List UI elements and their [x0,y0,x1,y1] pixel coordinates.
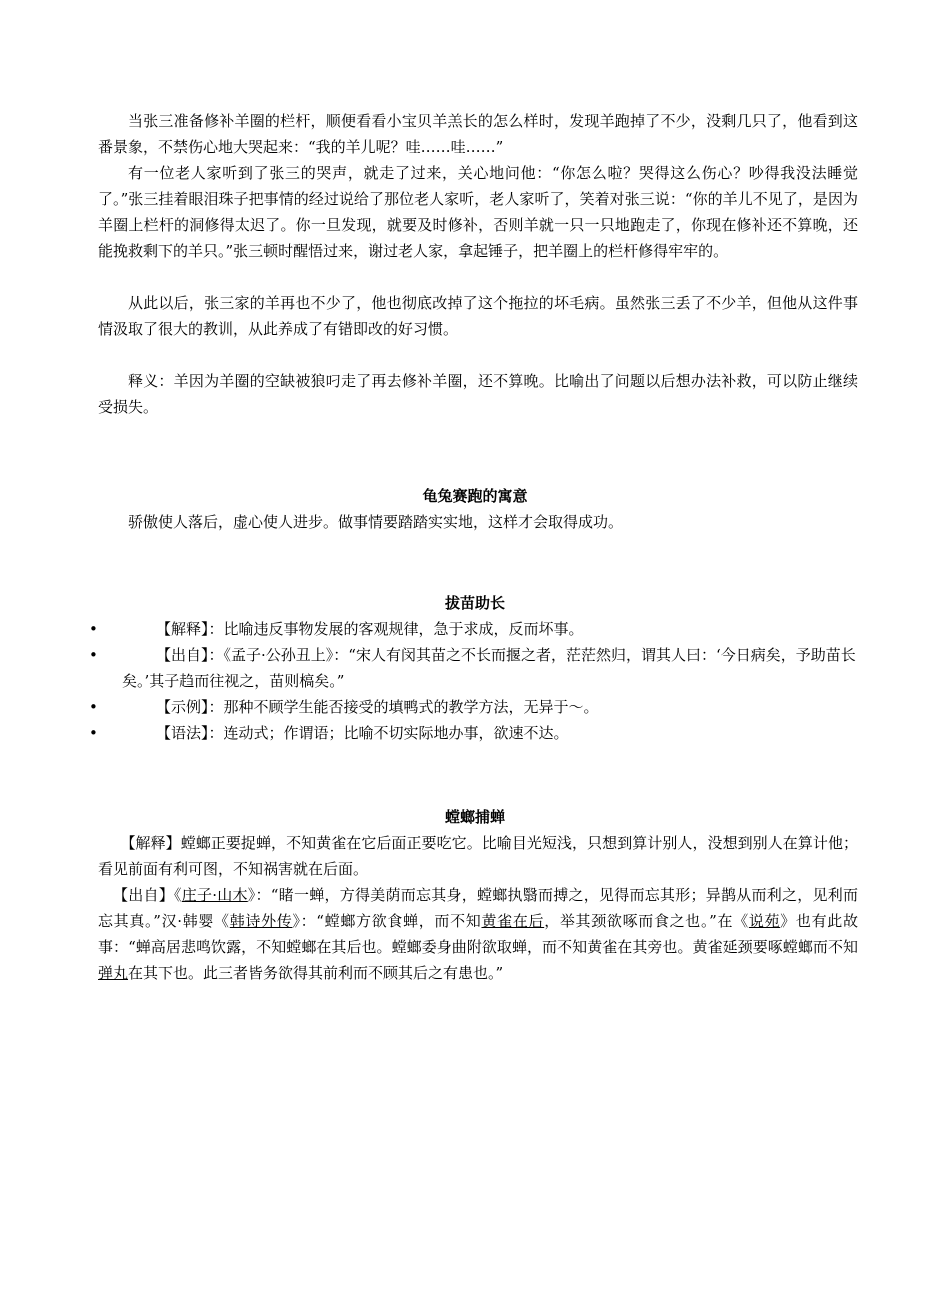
tortoise-hare-title: 龟兔赛跑的寓意 [422,487,528,505]
source-text: 》也有此故事：“蝉高居悲鸣饮露，不知螳螂在其后也。螳螂委身曲附欲取蝉，而不知黄雀在其旁也。黄雀延颈要啄螳螂而不知 [98,912,858,956]
mantis-source [98,882,858,986]
mantis-explain: 【解释】螳螂正要捉蝉，不知黄雀在它后面正要吃它。比喻目光短浅，只想到算计别人，没想到别人在算计他；看见前面有利可图，不知祸害就在后面。 [98,834,858,878]
mantis-title: 螳螂捕蝉 [444,808,505,826]
source-link-zhuangzi[interactable]: 庄子·山木 [181,886,248,904]
source-text: 【出自】《 [113,886,182,904]
list-item [89,720,862,746]
list-item [89,694,862,720]
list-item [89,642,862,694]
bullet-icon: • [89,620,98,638]
source-text: 在其下也。此三者皆务欲得其前利而不顾其后之有患也。” [128,964,504,982]
source-link-danwan[interactable]: 弹丸 [98,964,129,982]
source-link-huangque[interactable]: 黄雀在后 [481,912,545,930]
list-item [89,616,862,642]
source-link-shuoyuan[interactable]: 说苑 [748,912,781,930]
bamiao-example: 【示例】：那种不顾学生能否接受的填鸭式的教学方法，无异于～。 [156,698,599,716]
bamiao-source: 【出自】：《孟子·公孙丑上》：“宋人有闵其苗之不长而揠之者，茫茫然归，谓其人曰：‘今日病矣，予助苗长矣。’其子趋而往视之，苗则槁矣。” [122,646,856,690]
story-paragraph-2: 有一位老人家听到了张三的哭声，就走了过来，关心地问他：“你怎么啦？哭得这么伤心？吵得我没法睡觉了。”张三挂着眼泪珠子把事情的经过说给了那位老人家听，老人家听了，笑着对张三说：“你的羊儿不见了，是因为羊圈上栏杆的洞修得太迟了。你一旦发现，就要及时修补，否则羊就一只一只地跑走了，你现在修补还不算晚，还能挽救剩下的羊只。”张三顿时醒悟过来，谢过老人家，拿起锤子，把羊圈上的栏杆修得牢牢的。 [98,164,858,260]
bullet-icon: • [89,646,98,664]
source-text: 》：“睹一蝉，方得美荫而忘其身，螳螂执翳而搏之，见得而忘其形；异鹊从而利之，见利而忘其真。”汉·韩婴《 [98,886,858,930]
bullet-icon: • [89,698,98,716]
idiom-meaning: 释义：羊因为羊圈的空缺被狼叼走了再去修补羊圈，还不算晚。比喻出了问题以后想办法补救，可以防止继续受损失。 [98,372,858,416]
story-paragraph-3: 从此以后，张三家的羊再也不少了，他也彻底改掉了这个拖拉的坏毛病。虽然张三丢了不少羊，但他从这件事情汲取了很大的教训，从此养成了有错即改的好习惯。 [98,294,858,338]
bamiao-list [89,616,862,746]
source-text: ，举其颈欲啄而食之也。”在《 [544,912,749,930]
story-paragraph-1: 当张三准备修补羊圈的栏杆，顺便看看小宝贝羊羔长的怎么样时，发现羊跑掉了不少，没剩几只了，他看到这番景象，不禁伤心地大哭起来：“我的羊儿呢？哇……哇……” [98,112,858,156]
bamiao-title: 拔苗助长 [444,594,505,612]
bamiao-explain: 【解释】：比喻违反事物发展的客观规律，急于求成，反而坏事。 [156,620,584,638]
bamiao-grammar: 【语法】：连动式；作谓语；比喻不切实际地办事，欲速不达。 [156,724,569,742]
source-text: 》：“螳螂方欲食蝉，而不知 [292,912,482,930]
tortoise-hare-moral: 骄傲使人落后，虚心使人进步。做事情要踏踏实实地，这样才会取得成功。 [128,513,624,531]
bullet-icon: • [89,724,98,742]
source-link-hanshi[interactable]: 韩诗外传 [229,912,293,930]
